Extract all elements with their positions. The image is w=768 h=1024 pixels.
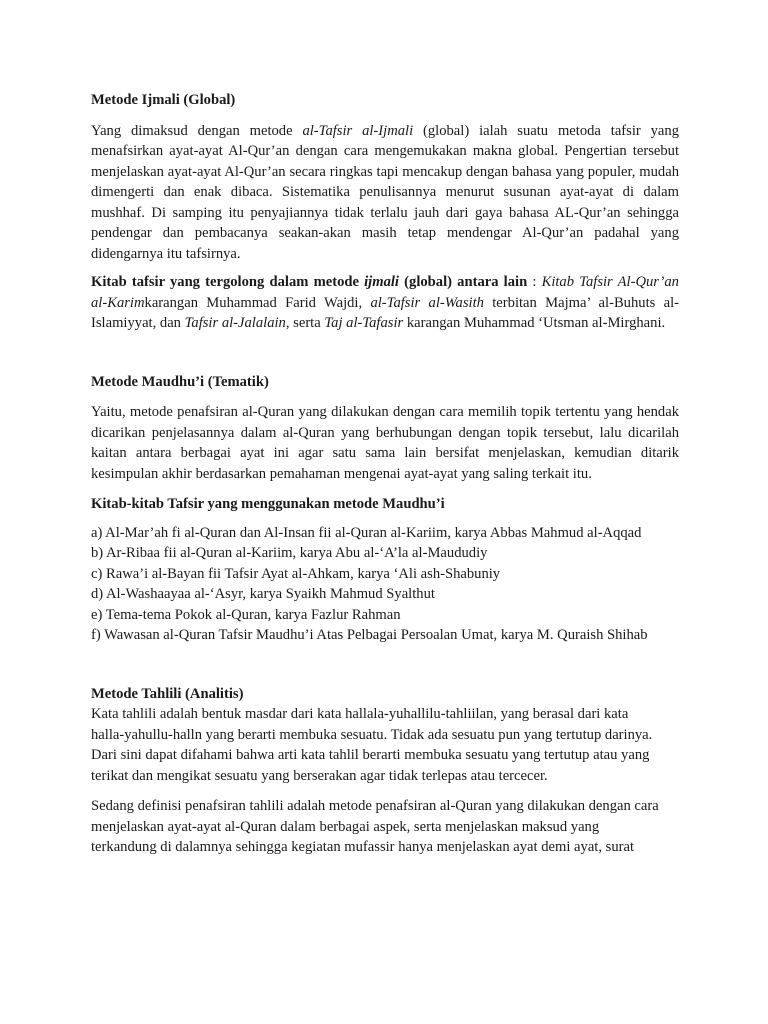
ijmali-p2-text-3: serta <box>289 315 325 331</box>
ijmali-p2-text-4: karangan Muhammad ‘Utsman al-Mirghani. <box>403 315 666 331</box>
section-ijmali <box>91 90 679 334</box>
heading-maudhui: Metode Maudhu’i (Tematik) <box>91 373 269 390</box>
text-line: menjelaskan ayat-ayat al-Quran dalam berbagai aspek, serta menjelaskan maksud yang <box>91 818 600 835</box>
list-item: c) Rawa’i al-Bayan fii Tafsir Ayat al-Ahkam, karya ‘Ali ash-Shabuniy <box>91 565 501 582</box>
text-line: Sedang definisi penafsiran tahlili adalah metode penafsiran al-Quran yang dilakukan dengan cara <box>91 798 659 814</box>
heading-tahlili: Metode Tahlili (Analitis) <box>91 685 244 702</box>
ijmali-paragraph-2 <box>91 272 679 334</box>
text-line: Dari sini dapat difahami bahwa arti kata tahlil berarti membuka sesuatu yang tertutup atau yang <box>91 747 650 763</box>
maudhui-book-list <box>91 523 679 646</box>
text-line: terikat dan mengikat sesuatu yang berserakan agar tidak terlepas atau tercecer. <box>91 767 548 784</box>
book-title-1: Kitab Tafsir Al-Qur’an al-Karim <box>91 274 679 311</box>
ijmali-p2-colon: : <box>527 274 542 290</box>
ijmali-p2-bold-term: ijmali <box>364 274 399 290</box>
tahlili-paragraph-1 <box>91 704 679 786</box>
subheading-maudhui-books: Kitab-kitab Tafsir yang menggunakan metode Maudhu’i <box>91 496 445 512</box>
ijmali-p2-bold-post: (global) antara lain <box>399 274 528 290</box>
list-item: f) Wawasan al-Quran Tafsir Maudhu’i Atas Pelbagai Persoalan Umat, karya M. Quraish Shihab <box>91 627 648 643</box>
book-title-3: Tafsir al-Jalalain, <box>184 315 290 331</box>
book-title-4: Taj al-Tafasir <box>324 315 404 331</box>
list-item: b) Ar-Ribaa fii al-Quran al-Kariim, karya Abu al-‘A’la al-Maududiy <box>91 545 488 561</box>
book-title-2: al-Tafsir al-Wasith <box>370 294 484 311</box>
list-item: d) Al-Washaayaa al-‘Asyr, karya Syaikh Mahmud Syalthut <box>91 586 435 602</box>
ijmali-p2-bold <box>91 274 527 290</box>
section-tahlili <box>91 684 679 858</box>
section-maudhui <box>91 372 679 646</box>
ijmali-p2-text-1: karangan Muhammad Farid Wajdi, <box>144 294 371 311</box>
ijmali-p1-pre: Yang dimaksud dengan metode <box>91 122 303 139</box>
ijmali-p2-bold-pre: Kitab tafsir yang tergolong dalam metode <box>91 274 365 290</box>
tahlili-paragraph-2 <box>91 796 679 858</box>
ijmali-p2-text-2: terbitan Majma’ al-Buhuts al-Islamiyyat, dan <box>91 294 680 331</box>
maudhui-paragraph-1: Yaitu, metode penafsiran al-Quran yang dilakukan dengan cara memilih topik tertentu yang hendak dicarikan penjelasannya dalam al-Quran yang berhubungan dengan topik tersebut, lalu dicarilah kaitan antara berbagai ayat ini agar satu sama lain bersifat menjelaskan, kemudian ditarik kesimpulan akhir berdasarkan pemahaman mengenai ayat-ayat yang saling terkait itu. <box>91 404 679 482</box>
text-line: halla-yahullu-halln yang berarti membuka sesuatu. Tidak ada sesuatu pun yang tertutup darinya. <box>91 726 653 743</box>
ijmali-p1-term: al-Tafsir al-Ijmali <box>302 122 414 139</box>
list-item: a) Al-Mar’ah fi al-Quran dan Al-Insan fii al-Quran al-Kariim, karya Abbas Mahmud al-Aqqad <box>91 524 642 541</box>
ijmali-p1-post: (global) ialah suatu metoda tafsir yang menafsirkan ayat-ayat Al-Qur’an dengan cara mengemukakan makna global. Pengertian tersebut menjelaskan ayat-ayat Al-Qur’an secara ringkas tapi mencakup dengan bahasa yang populer, mudah dimengerti dan enak dibaca. Sistematika penulisannya menurut susunan ayat-ayat di dalam mushhaf. Di samping itu penyajiannya tidak terlalu jauh dari gaya bahasa AL-Qur’an sehingga pendengar dan pembacanya seakan-akan masih tetap mendengar Al-Qur’an padahal yang didengarnya itu tafsirnya. <box>91 122 679 262</box>
text-line: terkandung di dalamnya sehingga kegiatan mufassir hanya menjelaskan ayat demi ayat, surat <box>91 839 635 855</box>
heading-ijmali: Metode Ijmali (Global) <box>91 92 236 108</box>
text-line: Kata tahlili adalah bentuk masdar dari kata hallala-yuhallilu-tahliilan, yang berasal dari kata <box>91 706 629 722</box>
document-body <box>91 90 679 858</box>
ijmali-paragraph-1 <box>91 121 679 265</box>
list-item: e) Tema-tema Pokok al-Quran, karya Fazlur Rahman <box>91 606 401 623</box>
